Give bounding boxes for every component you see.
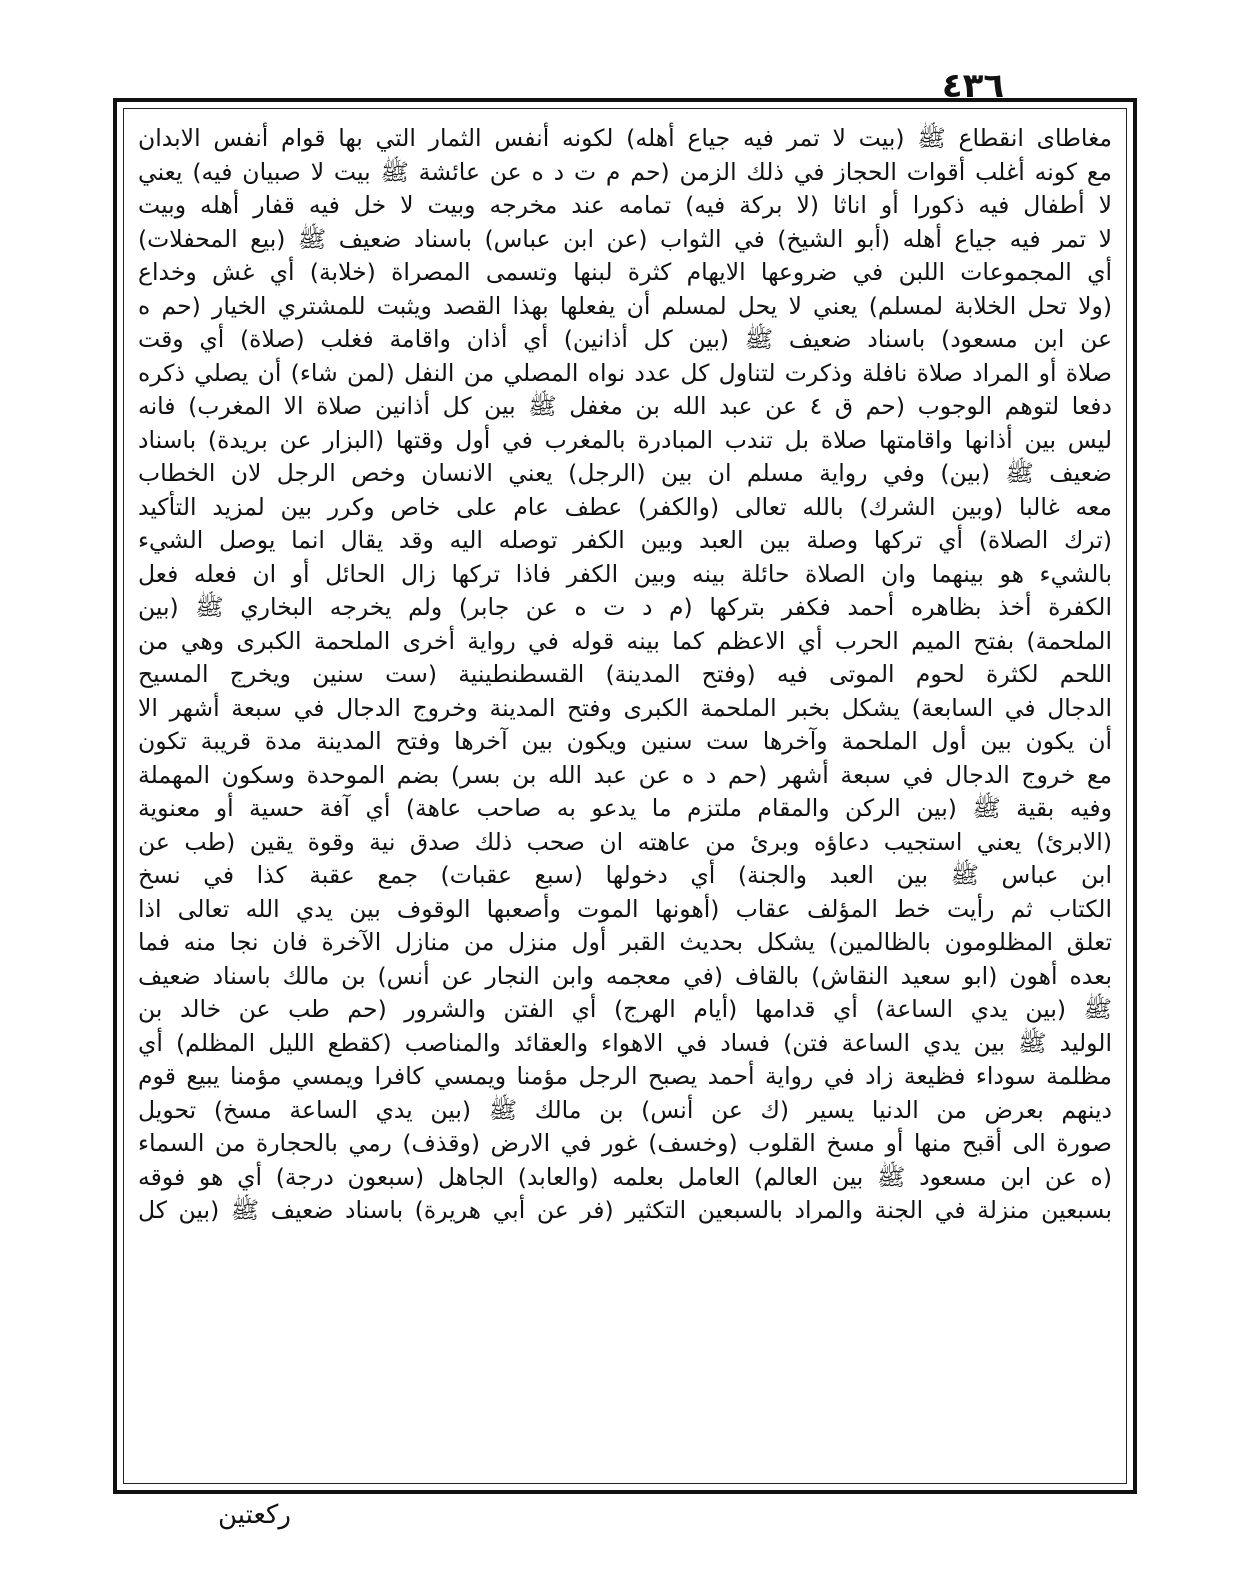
- text-line: الكفرة أخذ بظاهره أحمد فكفر بتركها (م د ت ه عن جابر) ولم يخرجه البخاري ﷺ (بين: [138, 593, 1112, 621]
- text-line: (ترك الصلاة) أي تركها وصلة بين العبد وبين الكفر توصله اليه وقد يقال انما يوصل الشيء: [138, 526, 1112, 554]
- text-line: مغاطاى انقطاع ﷺ (بيت لا تمر فيه جياع أهله) لكونه أنفس الثمار التي بها قوام أنفس الابدان: [138, 124, 1112, 152]
- text-line: [138, 1328, 1112, 1362]
- text-line: [138, 1261, 1112, 1295]
- text-line: وفيه بقية ﷺ (بين الركن والمقام ملتزم ما يدعو به صاحب عاهة) أي آفة حسية أو معنوية: [138, 794, 1112, 822]
- text-line: ﷺ (بين يدي الساعة) أي قدامها (أيام الهرج) أي الفتن والشرور (حم طب عن خالد بن: [138, 995, 1112, 1023]
- catchword: ركعتين: [218, 1500, 291, 1530]
- text-line: صورة الى أقبح منها أو مسخ القلوب (وخسف) غور في الارض (وقذف) رمي بالحجارة من السماء: [138, 1129, 1112, 1157]
- text-line: [138, 1228, 1112, 1262]
- text-line: مظلمة سوداء فظيعة زاد في رواية أحمد يصبح الرجل مؤمنا ويمسي كافرا ويمسي مؤمنا يبيع قوم: [138, 1062, 1112, 1090]
- text-line: (الابرئ) يعني استجيب دعاؤه وبرئ من عاهته ان صحب ذلك صدق نية وقوة يقين (طب عن: [138, 827, 1112, 856]
- text-line: ابن عباس ﷺ بين العبد والجنة) أي دخولها (سبع عقبات) جمع عقبة كذا في نسخ: [138, 861, 1112, 889]
- text-line: (ولا تحل الخلابة لمسلم) يعني لا يحل لمسلم أن يفعلها بهذا القصد ويثبت للمشتري الخيار (حم ه: [138, 291, 1112, 320]
- text-line: الملحمة) بفتح الميم الحرب أي الاعظم كما بينه قوله في رواية أخرى الملحمة الكبرى وهي من: [138, 626, 1112, 655]
- text-line: [138, 1362, 1112, 1396]
- text-line: اللحم لكثرة لحوم الموتى فيه (وفتح المدينة) القسطنطينية (ست سنين ويخرج المسيح: [138, 660, 1112, 688]
- text-line: عن ابن مسعود) باسناد ضعيف ﷺ (بين كل أذانين) أي أذان واقامة فغلب (صلاة) أي وقت: [138, 325, 1112, 353]
- text-line: الكتاب ثم رأيت خط المؤلف عقاب (أهونها الموت وأصعبها الوقوف بين يدي الله تعالى اذا: [138, 894, 1112, 923]
- text-line: مع كونه أغلب أقوات الحجاز في ذلك الزمن (حم م ت د ه عن عائشة ﷺ بيت لا صبيان فيه) يعني: [138, 157, 1112, 186]
- text-line: دينهم بعرض من الدنيا يسير (ك عن أنس) بن مالك ﷺ (بين يدي الساعة مسخ) تحويل: [138, 1095, 1112, 1124]
- text-line: بالشيء هو بينهما وان الصلاة حائلة بينه وبين الكفر فاذا تركها زال الحائل أو ان فعله فعل: [138, 559, 1112, 588]
- text-line: الوليد ﷺ بين يدي الساعة فتن) فساد في الاهواء والعقائد والمناصب (كقطع الليل المظلم) أي: [138, 1028, 1112, 1057]
- text-line: تعلق المظلومون بالظالمين) يشكل بحديث القبر أول منزل من منازل الآخرة فان نجا منه فما: [138, 928, 1112, 956]
- text-line: أن يكون بين أول الملحمة وآخرها ست سنين ويكون بين آخرها وفتح المدينة مدة قريبة تكون: [138, 727, 1112, 755]
- text-line: لا تمر فيه جياع أهله (أبو الشيخ) في الثواب (عن ابن عباس) باسناد ضعيف ﷺ (بيع المحفلات): [138, 224, 1112, 253]
- text-line: الدجال في السابعة) يشكل بخبر الملحمة الكبرى وفتح المدينة وخروج الدجال في سبعة أشهر الا: [138, 693, 1112, 722]
- text-line: مع خروج الدجال في سبعة أشهر (حم د ه عن عبد الله بن بسر) بضم الموحدة وسكون المهملة: [138, 760, 1112, 789]
- text-line: [138, 1429, 1112, 1463]
- main-text: [138, 122, 1112, 1478]
- text-line: ليس بين أذانها واقامتها صلاة بل تندب المبادرة بالمغرب في أول وقتها (البزار عن بريدة) باسناد: [138, 425, 1112, 454]
- page-number: ٤٣٦: [941, 66, 1005, 106]
- text-line: بعده أهون (ابو سعيد النقاش) بالقاف (في معجمه وابن النجار عن أنس) بن مالك باسناد ضعيف: [138, 961, 1112, 990]
- text-line: دفعا لتوهم الوجوب (حم ق ٤ عن عبد الله بن مغفل ﷺ بين كل أذانين صلاة الا المغرب) فانه: [138, 392, 1112, 420]
- text-line: ضعيف ﷺ (بين) وفي رواية مسلم ان بين (الرجل) يعني الانسان وخص الرجل لان الخطاب: [138, 459, 1112, 487]
- text-line: لا أطفال فيه ذكورا أو اناثا (لا بركة فيه) تمامه عند مخرجه وبيت لا خل فيه قفار أهله وبيت: [138, 191, 1112, 219]
- text-line: [138, 1395, 1112, 1429]
- text-line: بسبعين منزلة في الجنة والمراد بالسبعين التكثير (فر عن أبي هريرة) باسناد ضعيف ﷺ (بين كل: [138, 1196, 1112, 1224]
- text-line: أي المجموعات اللبن في ضروعها الايهام كثرة لبنها وتسمى المصراة (خلابة) أي غش وخداع: [138, 258, 1112, 286]
- text-line: معه غالبا (وبين الشرك) بالله تعالى (والكفر) عطف عام على خاص وكرر بين لمزيد التأكيد: [138, 492, 1112, 521]
- text-line: [138, 1295, 1112, 1329]
- text-line: صلاة أو المراد صلاة نافلة وذكرت لتناول كل عدد نواه المصلي من النفل (لمن شاء) أن يصلي ذكره: [138, 358, 1112, 387]
- text-line: (ه عن ابن مسعود ﷺ بين العالم) العامل بعلمه (والعابد) الجاهل (سبعون درجة) أي هو فوقه: [138, 1162, 1112, 1191]
